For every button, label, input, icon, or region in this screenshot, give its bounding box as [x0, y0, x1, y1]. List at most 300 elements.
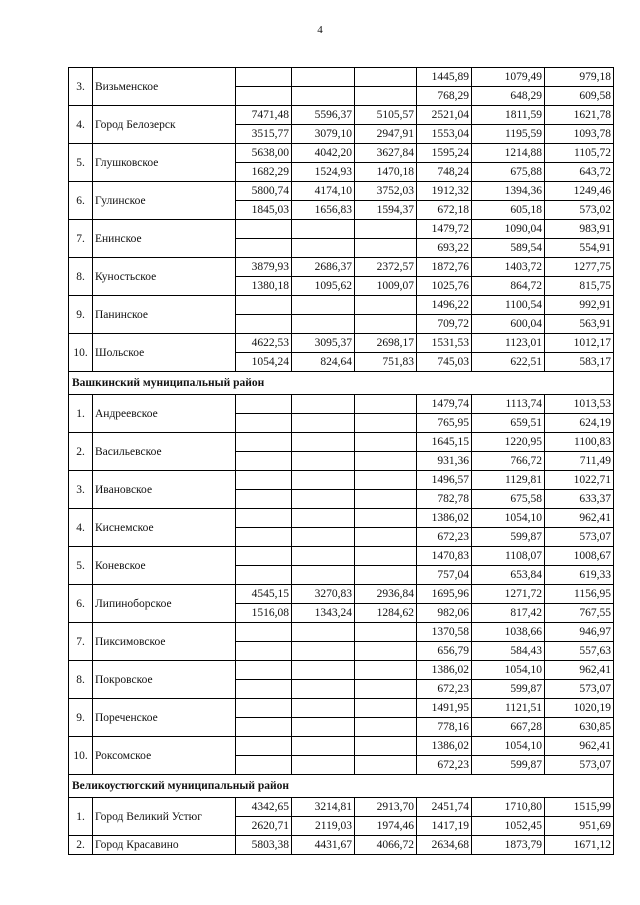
value-cell [355, 315, 417, 334]
value-cell [355, 642, 417, 661]
value-cell: 4431,67 [292, 836, 355, 855]
value-cell: 2947,91 [355, 125, 417, 144]
settlement-name: Липиноборское [93, 585, 236, 623]
value-cell: 1054,10 [472, 661, 545, 680]
value-cell: 4545,15 [236, 585, 292, 604]
value-cell [292, 547, 355, 566]
value-cell: 1386,02 [417, 509, 472, 528]
page-number: 4 [317, 24, 323, 36]
value-cell [292, 490, 355, 509]
table-row [69, 258, 614, 277]
value-cell: 1022,71 [545, 471, 614, 490]
value-cell: 3879,93 [236, 258, 292, 277]
row-number: 5. [69, 547, 93, 585]
value-cell: 766,72 [472, 452, 545, 471]
value-cell: 672,18 [417, 201, 472, 220]
value-cell [292, 737, 355, 756]
value-cell: 1479,74 [417, 395, 472, 414]
value-cell [236, 623, 292, 642]
value-cell: 864,72 [472, 277, 545, 296]
value-cell: 1054,10 [472, 737, 545, 756]
table-row [69, 585, 614, 604]
value-cell: 778,16 [417, 718, 472, 737]
value-cell [292, 414, 355, 433]
table-row [69, 547, 614, 566]
value-cell [292, 699, 355, 718]
value-cell [236, 737, 292, 756]
value-cell: 962,41 [545, 661, 614, 680]
value-cell [355, 718, 417, 737]
settlement-name: Город Великий Устюг [93, 798, 236, 836]
value-cell [236, 452, 292, 471]
row-number: 2. [69, 836, 93, 855]
value-cell: 824,64 [292, 353, 355, 372]
value-cell: 1470,83 [417, 547, 472, 566]
value-cell: 1531,53 [417, 334, 472, 353]
value-cell [292, 433, 355, 452]
value-cell: 3627,84 [355, 144, 417, 163]
value-cell: 1595,24 [417, 144, 472, 163]
value-cell [355, 220, 417, 239]
table-row [69, 220, 614, 239]
value-cell: 767,55 [545, 604, 614, 623]
table-row [69, 433, 614, 452]
value-cell: 2634,68 [417, 836, 472, 855]
value-cell: 1370,58 [417, 623, 472, 642]
value-cell: 962,41 [545, 737, 614, 756]
value-cell: 1873,79 [472, 836, 545, 855]
value-cell: 946,97 [545, 623, 614, 642]
value-cell: 1020,19 [545, 699, 614, 718]
value-cell [236, 395, 292, 414]
value-cell: 1123,01 [472, 334, 545, 353]
value-cell [292, 680, 355, 699]
row-number: 4. [69, 106, 93, 144]
value-cell: 4342,65 [236, 798, 292, 817]
value-cell: 573,07 [545, 756, 614, 775]
value-cell [236, 471, 292, 490]
value-cell [355, 680, 417, 699]
value-cell: 672,23 [417, 756, 472, 775]
value-cell: 1012,17 [545, 334, 614, 353]
settlement-name: Роксомское [93, 737, 236, 775]
value-cell [292, 756, 355, 775]
value-cell: 1220,95 [472, 433, 545, 452]
value-cell: 1496,22 [417, 296, 472, 315]
value-cell: 1524,93 [292, 163, 355, 182]
value-cell: 583,17 [545, 353, 614, 372]
table-row [69, 106, 614, 125]
value-cell [236, 220, 292, 239]
value-cell: 659,51 [472, 414, 545, 433]
table-row [69, 798, 614, 817]
value-cell: 1025,76 [417, 277, 472, 296]
value-cell: 1156,95 [545, 585, 614, 604]
value-cell [355, 528, 417, 547]
settlement-name: Пореченское [93, 699, 236, 737]
table-row [69, 699, 614, 718]
value-cell: 1013,53 [545, 395, 614, 414]
value-cell: 1093,78 [545, 125, 614, 144]
value-cell [292, 87, 355, 106]
value-cell: 1594,37 [355, 201, 417, 220]
value-cell: 2620,71 [236, 817, 292, 836]
value-cell [355, 509, 417, 528]
value-cell: 672,23 [417, 528, 472, 547]
value-cell: 1038,66 [472, 623, 545, 642]
settlement-name: Город Красавино [93, 836, 236, 855]
value-cell: 5105,57 [355, 106, 417, 125]
value-cell [292, 718, 355, 737]
value-cell: 599,87 [472, 756, 545, 775]
row-number: 6. [69, 182, 93, 220]
value-cell [292, 509, 355, 528]
settlement-name: Панинское [93, 296, 236, 334]
value-cell: 1195,59 [472, 125, 545, 144]
value-cell: 2521,04 [417, 106, 472, 125]
value-cell: 584,43 [472, 642, 545, 661]
value-cell [236, 699, 292, 718]
row-number: 2. [69, 433, 93, 471]
value-cell: 1912,32 [417, 182, 472, 201]
value-cell: 1121,51 [472, 699, 545, 718]
value-cell: 2451,74 [417, 798, 472, 817]
value-cell: 3214,81 [292, 798, 355, 817]
value-cell [355, 699, 417, 718]
value-cell [236, 756, 292, 775]
table-row [69, 182, 614, 201]
settlement-name: Визьменское [93, 68, 236, 106]
value-cell: 751,83 [355, 353, 417, 372]
settlement-name: Коневское [93, 547, 236, 585]
value-cell [292, 239, 355, 258]
value-cell: 693,22 [417, 239, 472, 258]
value-cell: 1470,18 [355, 163, 417, 182]
value-cell [236, 547, 292, 566]
value-cell [236, 68, 292, 87]
row-number: 8. [69, 661, 93, 699]
value-cell [355, 68, 417, 87]
row-number: 3. [69, 471, 93, 509]
value-cell: 3095,37 [292, 334, 355, 353]
value-cell: 1105,72 [545, 144, 614, 163]
value-cell [355, 490, 417, 509]
value-cell [355, 433, 417, 452]
value-cell [236, 296, 292, 315]
value-cell: 1417,19 [417, 817, 472, 836]
section-row [69, 372, 614, 395]
row-number: 4. [69, 509, 93, 547]
value-cell [355, 87, 417, 106]
table-row [69, 334, 614, 353]
value-cell: 1277,75 [545, 258, 614, 277]
value-cell: 653,84 [472, 566, 545, 585]
settlement-name: Енинское [93, 220, 236, 258]
value-cell: 1671,12 [545, 836, 614, 855]
value-cell [355, 239, 417, 258]
value-cell: 1100,54 [472, 296, 545, 315]
value-cell [236, 718, 292, 737]
value-cell [292, 528, 355, 547]
value-cell [355, 623, 417, 642]
value-cell: 1008,67 [545, 547, 614, 566]
value-cell: 1695,96 [417, 585, 472, 604]
value-cell: 1386,02 [417, 737, 472, 756]
value-cell: 3270,83 [292, 585, 355, 604]
value-cell: 672,23 [417, 680, 472, 699]
value-cell: 643,72 [545, 163, 614, 182]
value-cell: 1656,83 [292, 201, 355, 220]
value-cell: 1054,10 [472, 509, 545, 528]
value-cell: 609,58 [545, 87, 614, 106]
value-cell: 624,19 [545, 414, 614, 433]
value-cell: 992,91 [545, 296, 614, 315]
value-cell: 962,41 [545, 509, 614, 528]
value-cell [355, 452, 417, 471]
value-cell: 600,04 [472, 315, 545, 334]
value-cell [355, 661, 417, 680]
value-cell [236, 566, 292, 585]
value-cell: 1645,15 [417, 433, 472, 452]
table-row [69, 623, 614, 642]
value-cell: 1496,57 [417, 471, 472, 490]
value-cell [292, 642, 355, 661]
value-cell: 3079,10 [292, 125, 355, 144]
value-cell [236, 642, 292, 661]
value-cell: 765,95 [417, 414, 472, 433]
value-cell: 1479,72 [417, 220, 472, 239]
value-cell [236, 490, 292, 509]
value-cell: 1113,74 [472, 395, 545, 414]
value-cell: 648,29 [472, 87, 545, 106]
value-cell: 1974,46 [355, 817, 417, 836]
row-number: 9. [69, 296, 93, 334]
settlement-name: Васильевское [93, 433, 236, 471]
value-cell: 745,03 [417, 353, 472, 372]
value-cell: 1054,24 [236, 353, 292, 372]
section-row [69, 775, 614, 798]
value-cell: 1090,04 [472, 220, 545, 239]
value-cell: 1621,78 [545, 106, 614, 125]
table-row [69, 296, 614, 315]
value-cell [292, 395, 355, 414]
tariff-table [68, 67, 614, 855]
value-cell: 1343,24 [292, 604, 355, 623]
value-cell: 815,75 [545, 277, 614, 296]
settlement-name: Гулинское [93, 182, 236, 220]
value-cell: 1100,83 [545, 433, 614, 452]
value-cell: 1052,45 [472, 817, 545, 836]
value-cell [292, 661, 355, 680]
settlement-name: Глушковское [93, 144, 236, 182]
value-cell: 951,69 [545, 817, 614, 836]
value-cell [355, 395, 417, 414]
value-cell: 709,72 [417, 315, 472, 334]
value-cell [355, 296, 417, 315]
value-cell: 748,24 [417, 163, 472, 182]
settlement-name: Ивановское [93, 471, 236, 509]
value-cell [292, 623, 355, 642]
value-cell [236, 661, 292, 680]
value-cell [236, 680, 292, 699]
settlement-name: Шольское [93, 334, 236, 372]
value-cell: 1108,07 [472, 547, 545, 566]
value-cell: 979,18 [545, 68, 614, 87]
value-cell: 599,87 [472, 680, 545, 699]
value-cell: 5800,74 [236, 182, 292, 201]
table-row [69, 737, 614, 756]
value-cell: 7471,48 [236, 106, 292, 125]
table-row [69, 68, 614, 87]
value-cell [292, 452, 355, 471]
value-cell: 633,37 [545, 490, 614, 509]
value-cell: 2913,70 [355, 798, 417, 817]
value-cell: 1872,76 [417, 258, 472, 277]
value-cell: 1271,72 [472, 585, 545, 604]
value-cell: 4066,72 [355, 836, 417, 855]
value-cell [236, 509, 292, 528]
value-cell: 573,07 [545, 680, 614, 699]
table-row [69, 395, 614, 414]
value-cell: 656,79 [417, 642, 472, 661]
value-cell: 983,91 [545, 220, 614, 239]
value-cell [355, 414, 417, 433]
value-cell: 675,58 [472, 490, 545, 509]
settlement-name: Город Белозерск [93, 106, 236, 144]
value-cell: 5638,00 [236, 144, 292, 163]
value-cell: 711,49 [545, 452, 614, 471]
value-cell: 1380,18 [236, 277, 292, 296]
table-row [69, 661, 614, 680]
value-cell: 2698,17 [355, 334, 417, 353]
value-cell: 5803,38 [236, 836, 292, 855]
row-number: 1. [69, 395, 93, 433]
value-cell: 599,87 [472, 528, 545, 547]
value-cell [292, 220, 355, 239]
value-cell: 1491,95 [417, 699, 472, 718]
table-row [69, 509, 614, 528]
row-number: 3. [69, 68, 93, 106]
value-cell: 1009,07 [355, 277, 417, 296]
value-cell [236, 87, 292, 106]
value-cell: 4174,10 [292, 182, 355, 201]
settlement-name: Андреевское [93, 395, 236, 433]
row-number: 10. [69, 737, 93, 775]
settlement-name: Куностьское [93, 258, 236, 296]
value-cell [236, 315, 292, 334]
value-cell: 931,36 [417, 452, 472, 471]
value-cell [236, 414, 292, 433]
value-cell: 554,91 [545, 239, 614, 258]
value-cell: 605,18 [472, 201, 545, 220]
table-row [69, 836, 614, 855]
settlement-name: Пиксимовское [93, 623, 236, 661]
value-cell: 2119,03 [292, 817, 355, 836]
value-cell: 589,54 [472, 239, 545, 258]
settlement-name: Покровское [93, 661, 236, 699]
row-number: 7. [69, 623, 93, 661]
value-cell: 573,07 [545, 528, 614, 547]
row-number: 5. [69, 144, 93, 182]
row-number: 10. [69, 334, 93, 372]
value-cell: 3515,77 [236, 125, 292, 144]
settlement-name: Киснемское [93, 509, 236, 547]
row-number: 9. [69, 699, 93, 737]
value-cell: 573,02 [545, 201, 614, 220]
value-cell [355, 737, 417, 756]
value-cell: 667,28 [472, 718, 545, 737]
value-cell: 1845,03 [236, 201, 292, 220]
section-title: Вашкинский муниципальный район [69, 372, 614, 395]
value-cell: 1403,72 [472, 258, 545, 277]
value-cell [292, 471, 355, 490]
value-cell: 982,06 [417, 604, 472, 623]
value-cell [236, 528, 292, 547]
value-cell [355, 756, 417, 775]
section-title: Великоустюгский муниципальный район [69, 775, 614, 798]
value-cell: 1394,36 [472, 182, 545, 201]
table-row [69, 471, 614, 490]
value-cell [236, 433, 292, 452]
value-cell: 563,91 [545, 315, 614, 334]
row-number: 8. [69, 258, 93, 296]
value-cell: 1249,46 [545, 182, 614, 201]
value-cell: 4622,53 [236, 334, 292, 353]
value-cell: 1811,59 [472, 106, 545, 125]
value-cell: 675,88 [472, 163, 545, 182]
value-cell: 5596,37 [292, 106, 355, 125]
value-cell: 1445,89 [417, 68, 472, 87]
row-number: 1. [69, 798, 93, 836]
value-cell: 1515,99 [545, 798, 614, 817]
value-cell: 1095,62 [292, 277, 355, 296]
value-cell: 622,51 [472, 353, 545, 372]
value-cell [292, 566, 355, 585]
value-cell: 1553,04 [417, 125, 472, 144]
value-cell: 1214,88 [472, 144, 545, 163]
value-cell [236, 239, 292, 258]
row-number: 6. [69, 585, 93, 623]
value-cell: 768,29 [417, 87, 472, 106]
value-cell: 2686,37 [292, 258, 355, 277]
value-cell: 1386,02 [417, 661, 472, 680]
value-cell: 619,33 [545, 566, 614, 585]
value-cell: 2372,57 [355, 258, 417, 277]
value-cell: 3752,03 [355, 182, 417, 201]
value-cell: 1516,08 [236, 604, 292, 623]
value-cell: 1079,49 [472, 68, 545, 87]
value-cell [355, 566, 417, 585]
value-cell [355, 547, 417, 566]
value-cell: 1710,80 [472, 798, 545, 817]
value-cell: 817,42 [472, 604, 545, 623]
value-cell: 630,85 [545, 718, 614, 737]
value-cell [292, 68, 355, 87]
value-cell: 1682,29 [236, 163, 292, 182]
value-cell: 782,78 [417, 490, 472, 509]
row-number: 7. [69, 220, 93, 258]
value-cell [292, 315, 355, 334]
value-cell [355, 471, 417, 490]
value-cell: 1284,62 [355, 604, 417, 623]
value-cell: 1129,81 [472, 471, 545, 490]
value-cell [292, 296, 355, 315]
value-cell: 557,63 [545, 642, 614, 661]
value-cell: 4042,20 [292, 144, 355, 163]
value-cell: 757,04 [417, 566, 472, 585]
value-cell: 2936,84 [355, 585, 417, 604]
table-row [69, 144, 614, 163]
